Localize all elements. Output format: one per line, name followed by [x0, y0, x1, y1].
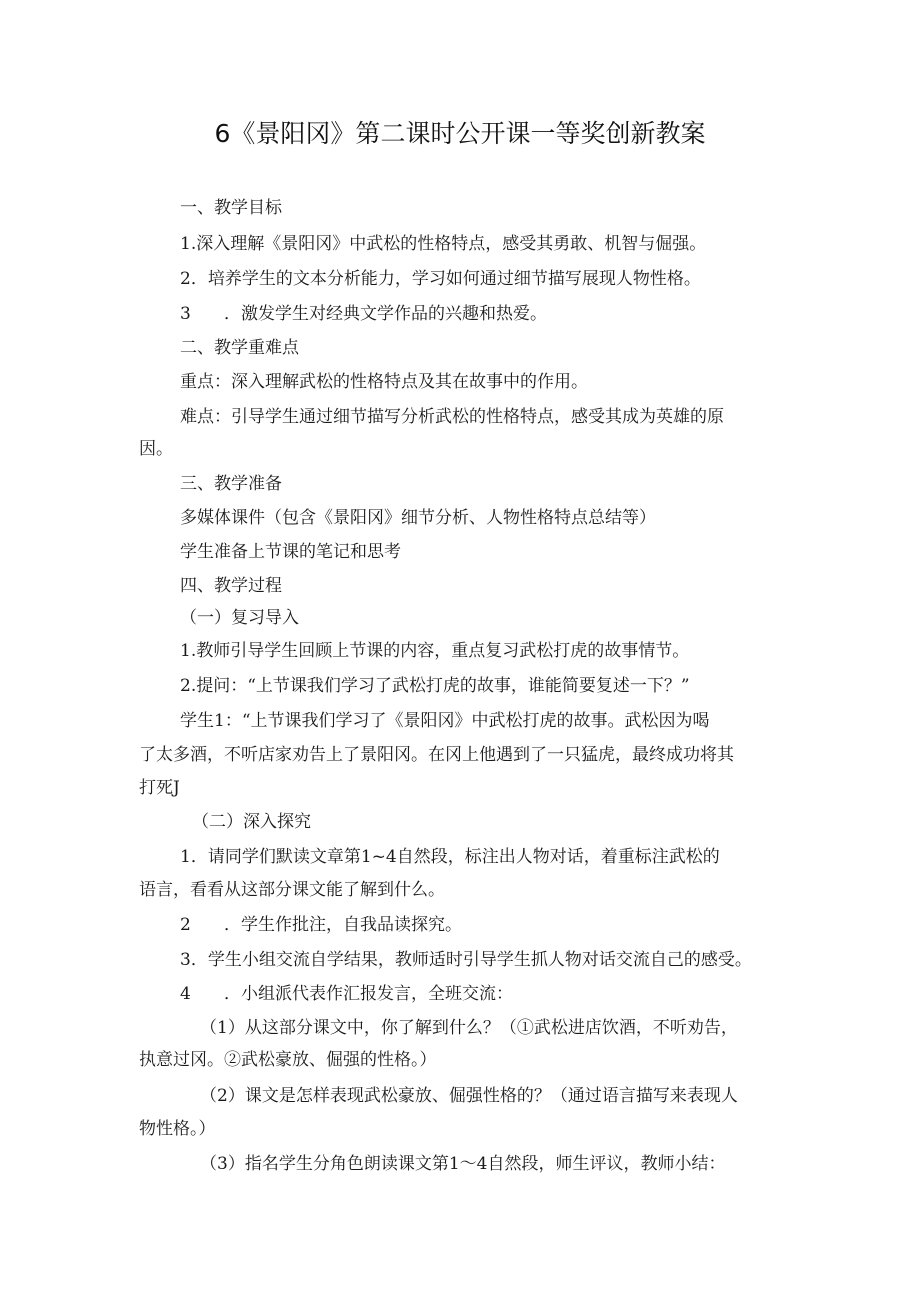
student-answer-line-3: 打死J	[139, 778, 180, 798]
question-2-line-1: （2）课文是怎样表现武松豪放、倔强性格的？（通过语言描写来表现人	[200, 1086, 738, 1106]
student-answer-line-1: 学生1：“上节课我们学习了《景阳冈》中武松打虎的故事。武松因为喝	[180, 711, 710, 731]
explore-1-line-1: 1．请同学们默读文章第1~4自然段，标注出人物对话，着重标注武松的	[180, 847, 720, 867]
heading-key-points: 二、教学重难点	[180, 338, 299, 358]
goal-3-text: ．激发学生对经典文学作品的兴趣和热爱。	[224, 304, 547, 324]
explore-2-text: ．学生作批注，自我品读探究。	[224, 915, 462, 935]
heading-goals: 一、教学目标	[180, 198, 282, 218]
heading-process: 四、教学过程	[180, 576, 282, 596]
explore-4-text: ．小组派代表作汇报发言，全班交流：	[224, 984, 513, 1004]
difficult-point-line-1: 难点：引导学生通过细节描写分析武松的性格特点，感受其成为英雄的原	[180, 407, 724, 427]
review-2: 2.提问：“上节课我们学习了武松打虎的故事，谁能简要复述一下？”	[180, 676, 690, 696]
explore-3: 3．学生小组交流自学结果，教师适时引导学生抓人物对话交流自己的感受。	[180, 950, 752, 970]
question-1-line-2: 执意过冈。②武松豪放、倔强的性格。）	[139, 1050, 437, 1070]
question-3-line-1: （3）指名学生分角色朗读课文第1～4自然段，师生评议，教师小结：	[200, 1154, 726, 1174]
explore-2-number: 2	[180, 915, 191, 935]
review-1: 1.教师引导学生回顾上节课的内容，重点复习武松打虎的故事情节。	[180, 641, 690, 661]
subheading-explore: （二）深入探究	[192, 812, 311, 832]
explore-4-number: 4	[180, 984, 191, 1004]
subheading-review: （一）复习导入	[180, 608, 299, 628]
question-1-line-1: （1）从这部分课文中，你了解到什么？（①武松进店饮酒，不听劝告，	[200, 1018, 738, 1038]
goal-2: 2．培养学生的文本分析能力，学习如何通过细节描写展现人物性格。	[180, 269, 701, 289]
difficult-point-line-2: 因。	[139, 439, 173, 459]
question-2-line-2: 物性格。）	[139, 1119, 216, 1139]
page-title: 6《景阳冈》第二课时公开课一等奖创新教案	[214, 119, 706, 148]
explore-1-line-2: 语言，看看从这部分课文能了解到什么。	[139, 880, 445, 900]
heading-preparation: 三、教学准备	[180, 474, 282, 494]
preparation-1: 多媒体课件（包含《景阳冈》细节分析、人物性格特点总结等）	[180, 508, 656, 528]
preparation-2: 学生准备上节课的笔记和思考	[180, 542, 401, 562]
student-answer-line-2: 了太多酒，不听店家劝告上了景阳冈。在冈上他遇到了一只猛虎，最终成功将其	[139, 745, 734, 765]
goal-3-number: 3	[180, 304, 191, 324]
key-point: 重点：深入理解武松的性格特点及其在故事中的作用。	[180, 372, 588, 392]
goal-1: 1.深入理解《景阳冈》中武松的性格特点，感受其勇敢、机智与倔强。	[180, 234, 707, 254]
